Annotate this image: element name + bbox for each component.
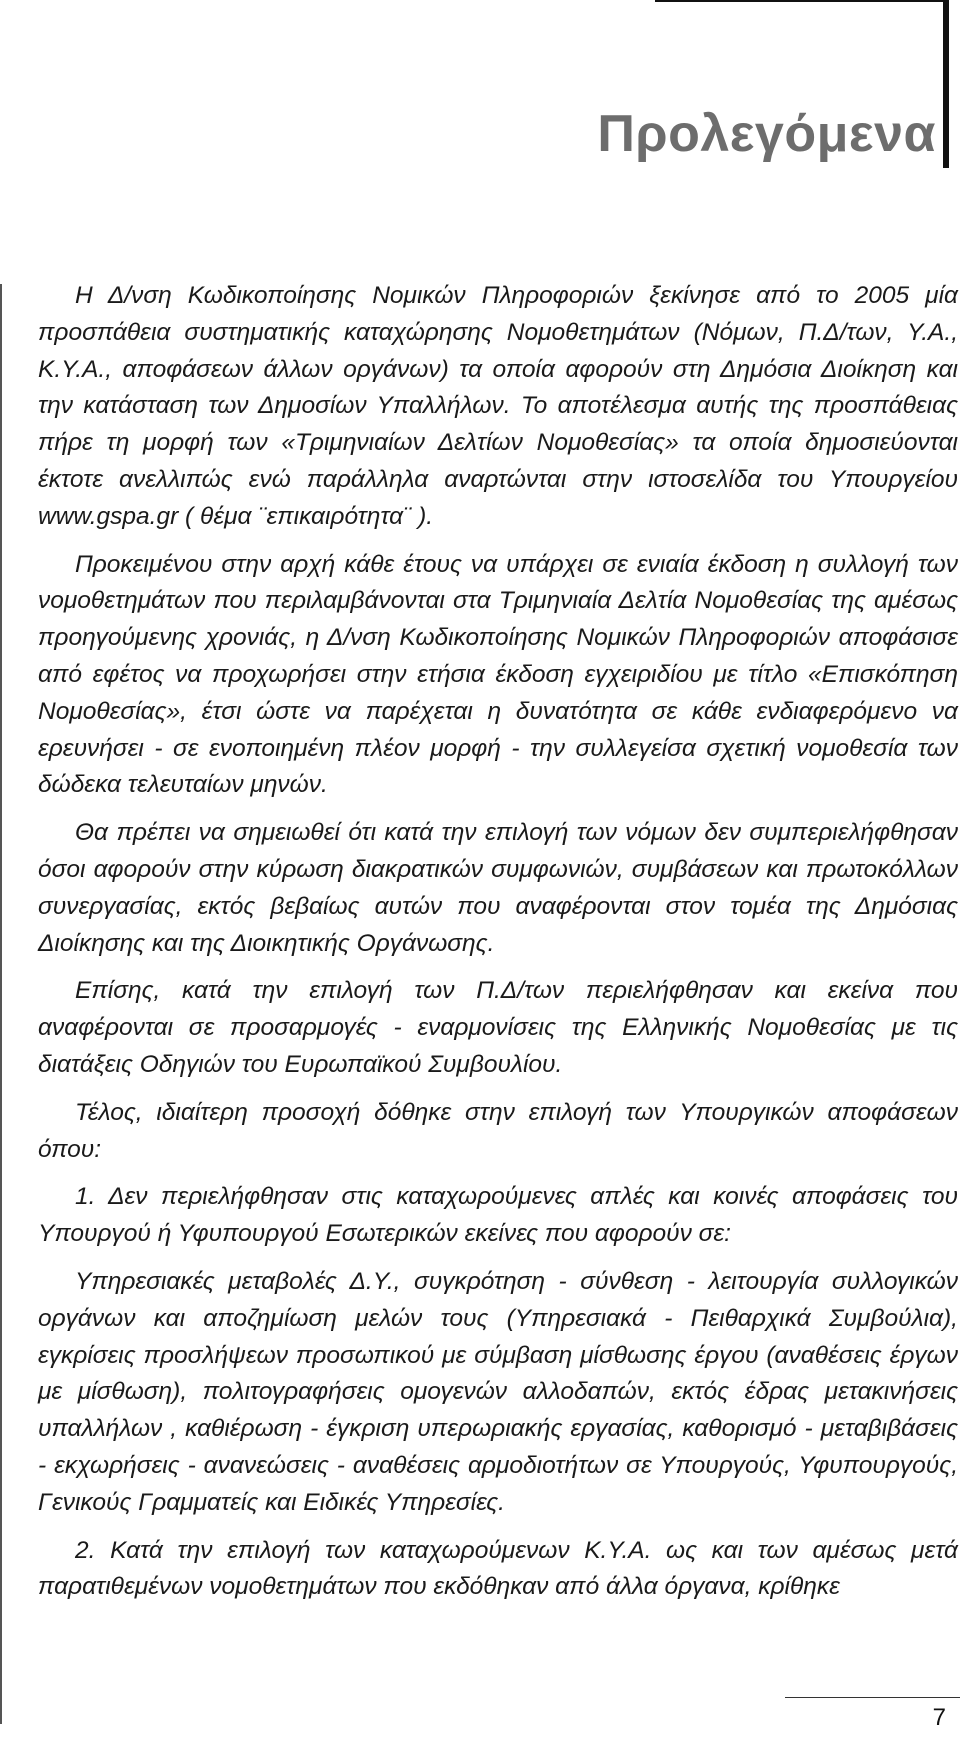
paragraph-laws-selection: Θα πρέπει να σημειωθεί ότι κατά την επιλογή των νόμων δεν συμπεριελήφθησαν όσοι αφορούν στην κύρωση διακρατικών συμφωνιών, συμβάσεων και πρωτοκόλλων συνεργασίας, εκτός βεβαίως αυτών που αναφέρονται στον τομέα της Δημόσιας Διοίκησης και της Διοικητικής Οργάνωσης. — [38, 819, 958, 957]
page-title: Προλεγόμενα — [597, 105, 936, 163]
paragraph-intro: Η Δ/νση Κωδικοποίησης Νομικών Πληροφοριών ξεκίνησε από το 2005 μία προσπάθεια συστηματικής καταχώρησης Νομοθετημάτων (Νόμων, Π.Δ/των, Υ.Α., Κ.Υ.Α., αποφάσεων άλλων οργάνων) τα οποία αφορούν στη Δημόσια Διοίκηση και την κατάσταση των Δημοσίων Υπαλλήλων. Το αποτέλεσμα αυτής της προσπάθειας πήρε τη μορφή των «Τριμηνιαίων Δελτίων Νομοθεσίας» τα οποία δημοσιεύονται έκτοτε ανελλιπώς ενώ παράλληλα αναρτώνται στην ιστοσελίδα του Υπουργείου www.gspa.gr ( θέμα ¨επικαιρότητα¨ ). — [38, 282, 958, 530]
corner-mark-vertical — [943, 0, 949, 168]
page-number: 7 — [932, 1704, 946, 1731]
paragraph-item-1: 1. Δεν περιελήφθησαν στις καταχωρούμενες απλές και κοινές αποφάσεις του Υπουργού ή Υφυπουργού Εσωτερικών εκείνες που αφορούν σε: — [38, 1183, 958, 1248]
left-margin-rule — [0, 284, 2, 1724]
footer-rule — [785, 1697, 960, 1698]
paragraph-item-2: 2. Κατά την επιλογή των καταχωρούμενων Κ.Υ.Α. ως και των αμέσως μετά παρατιθεμένων νομοθετημάτων που εκδόθηκαν από άλλα όργανα, κρίθηκε — [38, 1536, 958, 1601]
paragraph-decrees-selection: Επίσης, κατά την επιλογή των Π.Δ/των περιελήφθησαν και εκείνα που αναφέρονται σε προσαρμογές - εναρμονίσεις της Ελληνικής Νομοθεσίας με τις διατάξεις Οδηγιών του Ευρωπαϊκού Συμβουλίου. — [38, 977, 958, 1078]
paragraph-excluded-list: Υπηρεσιακές μεταβολές Δ.Υ., συγκρότηση - σύνθεση - λειτουργία συλλογικών οργάνων και αποζημίωση μελών τους (Υπηρεσιακά - Πειθαρχικά Συμβούλια), εγκρίσεις προσλήψεων προσωπικού με σύμβαση μίσθωσης έργου (αναθέσεις έργων με μίσθωση), πολιτογραφήσεις ομογενών αλλοδαπών, εκτός έδρας μετακινήσεις υπαλλήλων , καθιέρωση - έγκριση υπερωριακής εργασίας, καθορισμό - μεταβιβάσεις - εκχωρήσεις - ανανεώσεις - αναθέσεις αρμοδιοτήτων σε Υπουργούς, Υφυπουργούς, Γενικούς Γραμματείς και Ειδικές Υπηρεσίες. — [38, 1267, 958, 1516]
corner-mark-horizontal — [655, 0, 948, 2]
paragraph-annual-edition: Προκειμένου στην αρχή κάθε έτους να υπάρχει σε ενιαία έκδοση η συλλογή των νομοθετημάτων που περιλαμβάνονται στα Τριμηνιαία Δελτία Νομοθεσίας της αμέσως προηγούμενης χρονιάς, η Δ/νση Κωδικοποίησης Νομικών Πληροφοριών αποφάσισε από εφέτος να προχωρήσει στην ετήσια έκδοση εγχειριδίου με τίτλο «Επισκόπηση Νομοθεσίας», έτσι ώστε να παρέχεται η δυνατότητα σε κάθε ενδιαφερόμενο να ερευνήσει - σε ενοποιημένη πλέον μορφή - την συλλεγείσα σχετική νομοθεσία των δώδεκα τελευταίων μηνών. — [38, 550, 958, 799]
body-text — [38, 278, 958, 1612]
paragraph-ministerial-decisions: Τέλος, ιδιαίτερη προσοχή δόθηκε στην επιλογή των Υπουργικών αποφάσεων όπου: — [38, 1098, 958, 1163]
